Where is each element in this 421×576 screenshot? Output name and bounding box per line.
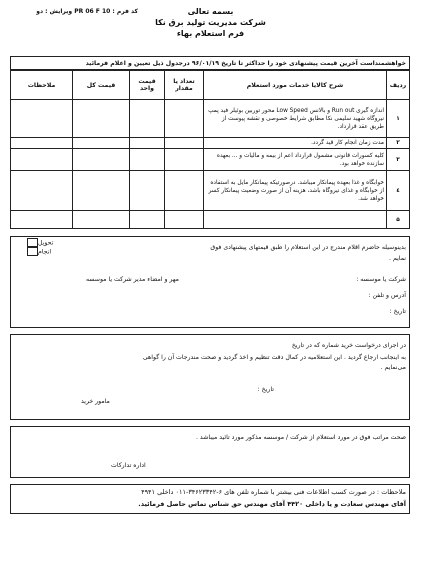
col-desc: شرح کالایا خدمات مورد استعلام [204,71,387,100]
approval-section [10,426,410,478]
purchase-line2: به اینجانب ارجاع گردید . این استعلامیه در کمال دقت تنظیم و اخذ گردید و صحت مندرجات آن را گواهی [142,354,406,361]
cell-qty [165,138,204,149]
col-total: قیمت کل [73,71,130,100]
col-notes: ملاحظات [11,71,73,100]
row-number: ۵ [387,211,410,229]
cell-total [73,211,130,229]
approval-dept: اداره تدارکات [111,462,146,469]
cell-total [73,138,130,149]
notes-section [10,484,410,514]
table-row [11,149,410,171]
deliver-checkbox[interactable] [27,238,38,247]
cell-qty [165,211,204,229]
offer-text-2: نمایم . [389,255,406,262]
row-number: ۱ [387,100,410,138]
option-perform[interactable] [25,247,51,257]
perform-checkbox[interactable] [27,247,38,256]
notes-line1: ملاحظات : در صورت کسب اطلاعات فنی بیشتر با شماره تلفن های ۶-۳۴۶۲۳۳۴۲-۰۱۱ داخلی ۴۹۴۱ [141,488,406,496]
cell-notes [11,100,73,138]
row-number: ۳ [387,149,410,171]
col-unit-price: قیمت واحد [130,71,165,100]
cell-notes [11,171,73,211]
table-row [11,211,410,229]
cell-notes [11,211,73,229]
cell-total [73,149,130,171]
cell-qty [165,149,204,171]
option-deliver-label: تحویل [38,239,54,247]
table-row [11,171,410,211]
row-desc: اندازه گیری Run out و بالانس Low Speed محور توربین بوئیلر فید پمپ نیروگاه شهید سلیمی نکا مطابق شرایط خصوصی و نقشه پیوست از طریق عقد قرارداد. [204,100,387,138]
header-form-title: فرم استعلام بهاء [176,29,245,38]
company-label: شرکت یا موسسه : [356,276,406,283]
cell-unit [130,138,165,149]
items-table [10,70,410,229]
cell-notes [11,149,73,171]
cell-unit [130,211,165,229]
cell-qty [165,100,204,138]
offer-text: بدینوسیله حاضرم اقلام مندرج در این استعلام را طبق قیمتهای پیشنهادی فوق [210,244,406,251]
cell-unit [130,171,165,211]
cell-total [73,171,130,211]
row-number: ۲ [387,138,410,149]
cell-total [73,100,130,138]
table-row [11,138,410,149]
header-company: شرکت مدیریت تولید برق نکا [155,18,266,27]
row-desc: خوابگاه و غذا بعهده پیمانکار میباشد. درصورتیکه پیمانکار مایل به استفاده از خوابگاه و غذای نیروگاه باشد، هزینه آن از صورت وضعیت پیمانکار کسر خواهد شد. [204,171,387,211]
approval-text: صحت مراتب فوق در مورد استعلام از شرکت / موسسه مذکور مورد تائید میباشد . [195,434,406,441]
col-row: ردیف [387,71,410,100]
offer-date-label: تاریخ : [389,308,406,315]
form-code: کد فرم : PR 06 F 10 ویرایش : دو [36,8,138,15]
col-qty: تعداد یا مقدار [165,71,204,100]
row-desc [204,211,387,229]
option-perform-label: انجام [38,248,52,256]
purchase-line3: می‌نمایم . [380,364,406,371]
address-label: آدرس و تلفن : [368,292,406,299]
stamp-label: مهر و امضاء مدیر شرکت یا موسسه [85,276,179,283]
cell-qty [165,171,204,211]
cell-unit [130,100,165,138]
header-basmala: بسمه تعالی [187,7,234,16]
row-number: ٤ [387,171,410,211]
intro-text: خواهشمنداست آخرین قیمت پیشنهادی خود را حداکثر تا تاریخ ۹۶/۰۱/۱۹ درجدول ذیل تعیین و اعلام فرمائید [85,60,406,67]
notes-line2: آقای مهندس سعادت و یا داخلی ۴۴۲۰ آقای مهندس حق شناس تماس حاصل فرمائید. [138,500,406,508]
cell-notes [11,138,73,149]
table-header-row [11,71,410,100]
purchase-officer-label: مامور خرید [81,398,110,405]
purchase-line1: در اجرای درخواست خرید شماره که در تاریخ [291,342,406,349]
table-row [11,100,410,138]
intro-box [10,56,410,70]
cell-unit [130,149,165,171]
row-desc: کلیه کسورات قانونی مشمول قرارداد اعم از بیمه و مالیات و ... بعهده سازنده خواهد بود. [204,149,387,171]
row-desc: مدت زمان انجام کار قید گردد. [204,138,387,149]
offer-section [10,236,410,328]
purchase-date-label: تاریخ : [257,386,274,393]
purchase-section [10,334,410,420]
